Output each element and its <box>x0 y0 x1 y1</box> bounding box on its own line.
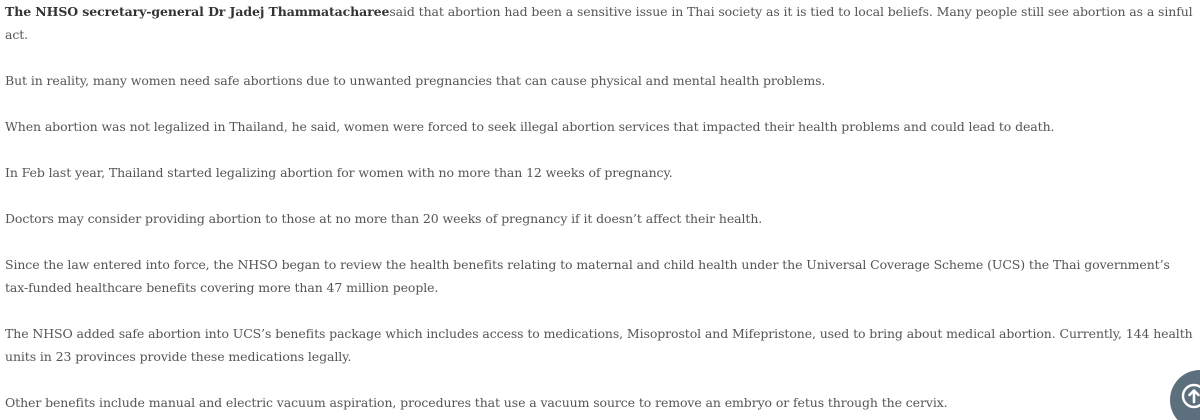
paragraph-7: The NHSO added safe abortion into UCS’s benefits package which includes access to medications, Misoprostol and Mifepristone, used to bring about medical abortion. Currently, 144 health units in 23 provinces provide these medications legally. <box>5 326 1193 364</box>
paragraph-1 <box>5 0 1195 46</box>
paragraph-8: Other benefits include manual and electric vacuum aspiration, procedures that use a vacuum source to remove an embryo or fetus through the cervix. <box>5 395 948 410</box>
paragraph-2: But in reality, many women need safe abortions due to unwanted pregnancies that can cause physical and mental health problems. <box>5 73 826 88</box>
speaker-name: The NHSO secretary-general Dr Jadej Thammatacharee <box>5 4 390 19</box>
paragraph-4: In Feb last year, Thailand started legalizing abortion for women with no more than 12 weeks of pregnancy. <box>5 165 673 180</box>
paragraph-6: Since the law entered into force, the NHSO began to review the health benefits relating to maternal and child health under the Universal Coverage Scheme (UCS) the Thai government’s tax-funded healthcare benefits covering more than 47 million people. <box>5 257 1170 295</box>
arrow-up-icon <box>1181 383 1200 409</box>
paragraph-3: When abortion was not legalized in Thailand, he said, women were forced to seek illegal abortion services that impacted their health problems and could lead to death. <box>5 119 1055 134</box>
paragraph-5: Doctors may consider providing abortion to those at no more than 20 weeks of pregnancy if it doesn’t affect their health. <box>5 211 763 226</box>
article-body <box>5 0 1195 420</box>
paragraph-1-text: said that abortion had been a sensitive issue in Thai society as it is tied to local beliefs. Many people still see abortion as a sinful act. <box>5 4 1193 42</box>
